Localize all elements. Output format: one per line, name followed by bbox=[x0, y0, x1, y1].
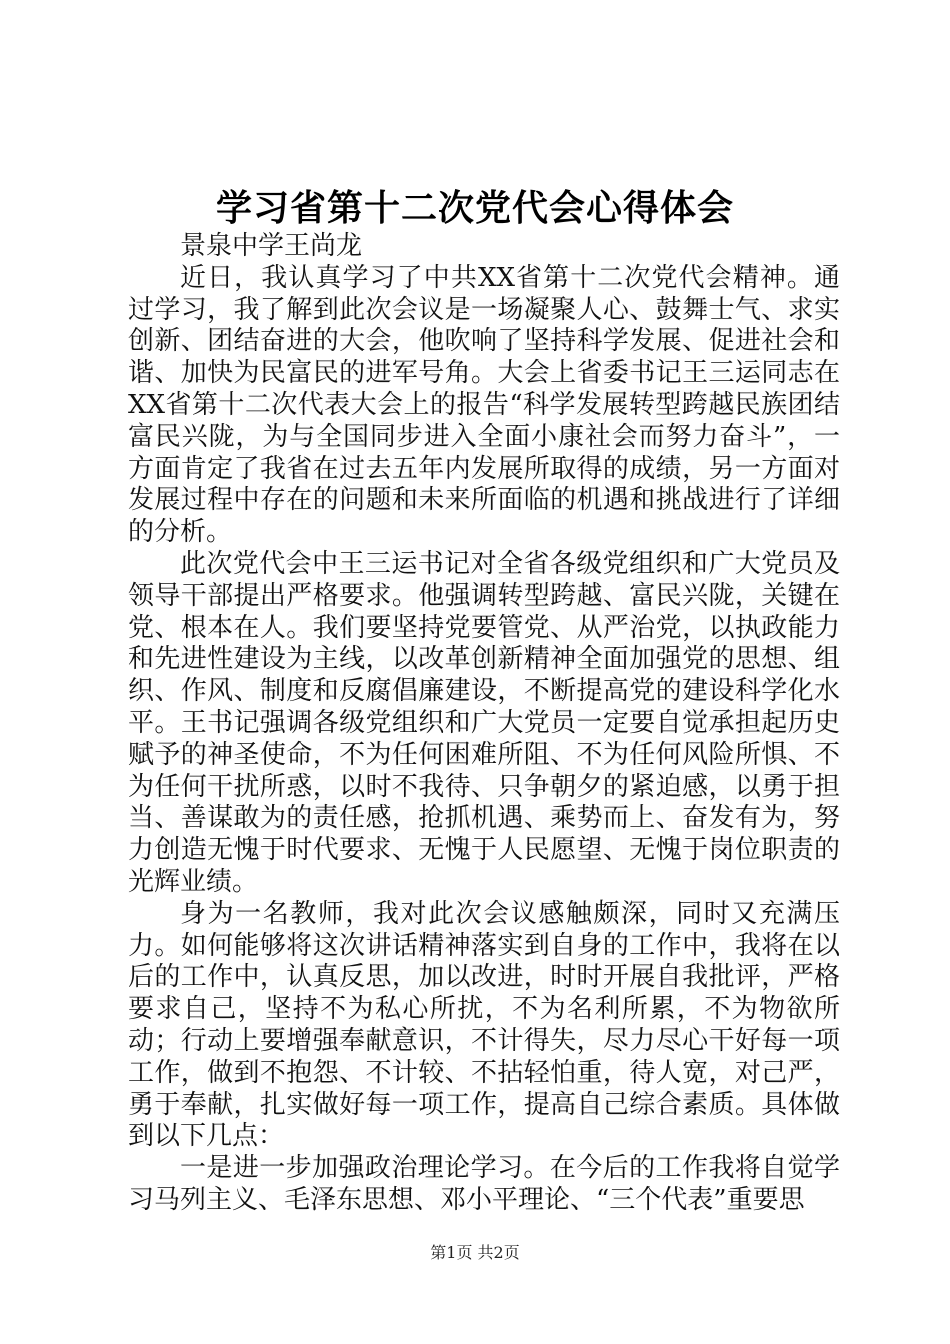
paragraph-2: 此次党代会中王三运书记对全省各级党组织和广大党员及领导干部提出严格要求。他强调转型跨越、富民兴陇，关键在党、根本在人。我们要坚持党要管党、从严治党，以执政能力和先进性建设为主线，以改革创新精神全面加强党的思想、组织、作风、制度和反腐倡廉建设，不断提高党的建设科学化水平。王书记强调各级党组织和广大党员一定要自觉承担起历史赋予的神圣使命，不为任何困难所阻、不为任何风险所惧、不为任何干扰所惑，以时不我待、只争朝夕的紧迫感，以勇于担当、善谋敢为的责任感，抢抓机遇、乘势而上、奋发有为，努力创造无愧于时代要求、无愧于人民愿望、无愧于岗位职责的光辉业绩。 bbox=[128, 548, 840, 897]
document-body bbox=[128, 231, 840, 1217]
author-line: 景泉中学王尚龙 bbox=[180, 231, 363, 261]
paragraph-4: 一是进一步加强政治理论学习。在今后的工作我将自觉学习马列主义、毛泽东思想、邓小平理论、“三个代表”重要思 bbox=[128, 1153, 840, 1215]
page-footer: 第1页 共2页 bbox=[430, 1243, 520, 1262]
paragraph-3: 身为一名教师，我对此次会议感触颇深，同时又充满压力。如何能够将这次讲话精神落实到自身的工作中，我将在以后的工作中，认真反思，加以改进，时时开展自我批评，严格要求自己，坚持不为私心所扰，不为名利所累，不为物欲所动；行动上要增强奉献意识，不计得失，尽力尽心干好每一项工作，做到不抱怨、不计较、不拈轻怕重，待人宽，对己严，勇于奉献，扎实做好每一项工作，提高自己综合素质。具体做到以下几点： bbox=[128, 898, 840, 1152]
document-title: 学习省第十二次党代会心得体会 bbox=[215, 187, 734, 229]
paragraph-1: 近日，我认真学习了中共XX省第十二次党代会精神。通过学习，我了解到此次会议是一场凝聚人心、鼓舞士气、求实创新、团结奋进的大会，他吹响了坚持科学发展、促进社会和谐、加快为民富民的进军号角。大会上省委书记王三运同志在XX省第十二次代表大会上的报告“科学发展转型跨越民族团结富民兴陇，为与全国同步进入全面小康社会而努力奋斗”，一方面肯定了我省在过去五年内发展所取得的成绩，另一方面对发展过程中存在的问题和未来所面临的机遇和挑战进行了详细的分析。 bbox=[128, 262, 840, 548]
